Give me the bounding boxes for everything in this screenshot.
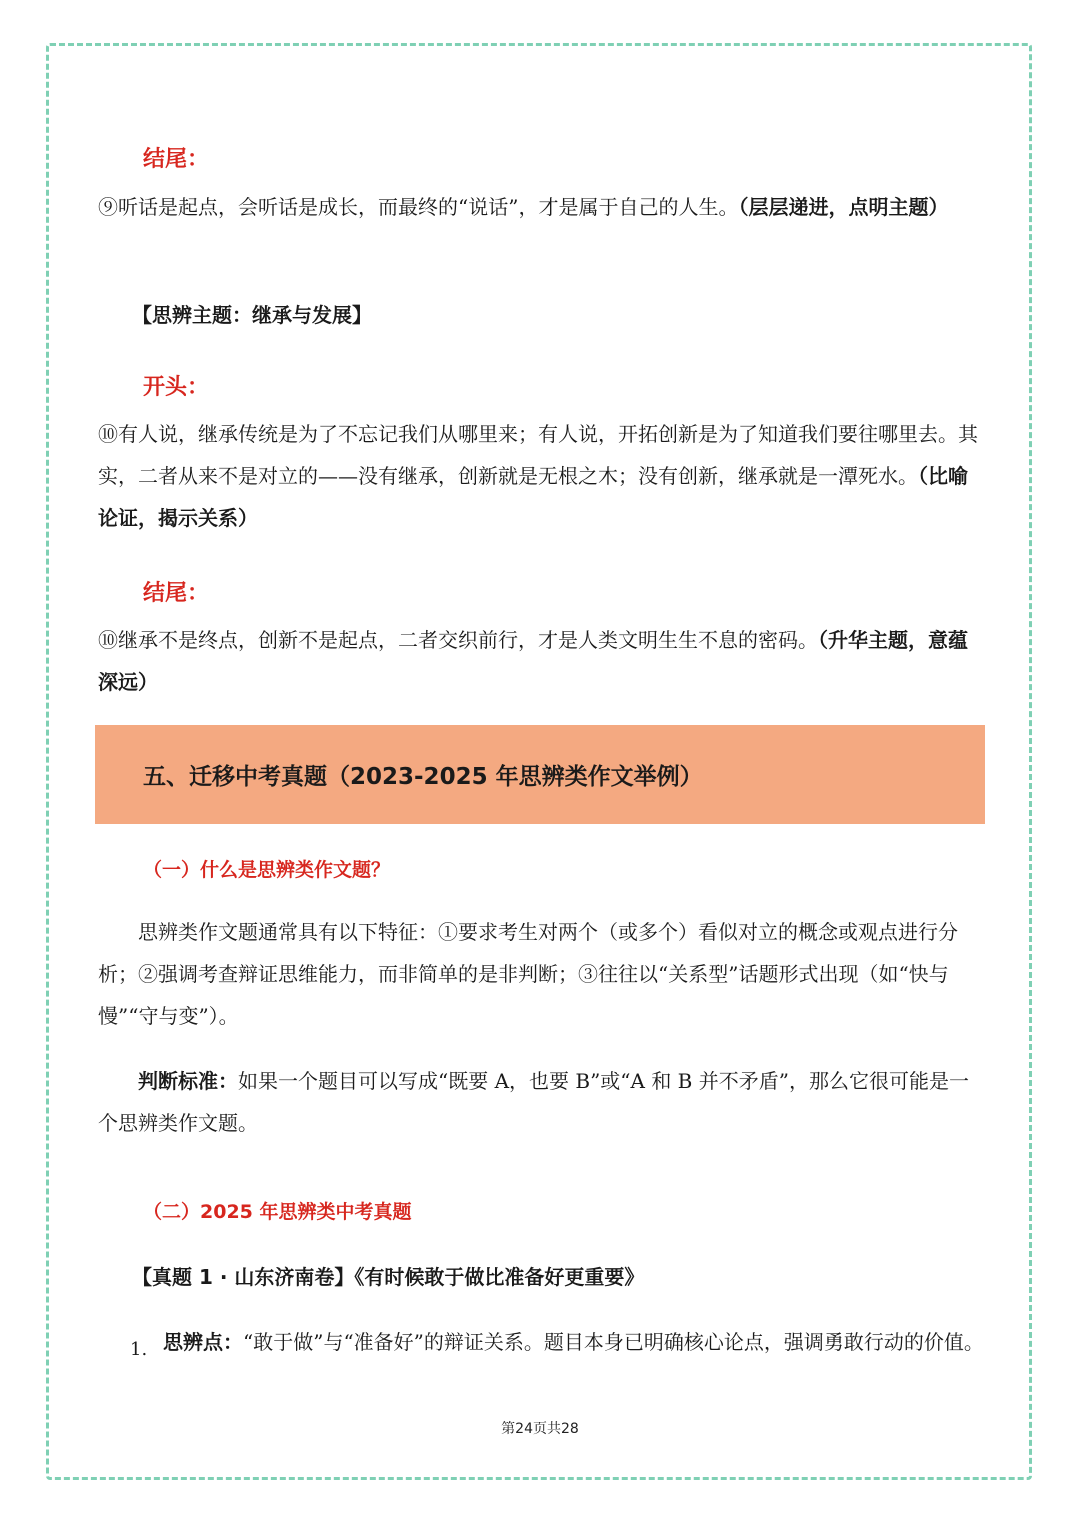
list-item	[163, 1321, 985, 1363]
item-text: “敢于做”与“准备好”的辩证关系。题目本身已明确核心论点，强调勇敢行动的价值。	[243, 1330, 984, 1354]
ending-1-paragraph	[98, 186, 984, 228]
ending-2-note: （升华主题，意蕴深远）	[98, 628, 968, 694]
opening-paragraph	[98, 413, 984, 539]
ending-2-paragraph	[98, 619, 984, 703]
opening-note: （比喻论证，揭示关系）	[98, 464, 968, 530]
banner-title: 五、迁移中考真题（2023-2025 年思辨类作文举例）	[143, 764, 703, 790]
sub1-paragraph: 思辨类作文题通常具有以下特征：①要求考生对两个（或多个）看似对立的概念或观点进行分析；②强调考查辩证思维能力，而非简单的是非判断；③往往以“关系型”话题形式出现（如“快与慢”“守与变”）。	[98, 920, 958, 1028]
opening-text: ⑩有人说，继承传统是为了不忘记我们从哪里来；有人说，开拓创新是为了知道我们要往哪里去。其实，二者从来不是对立的——没有继承，创新就是无根之木；没有创新，继承就是一潭死水。	[98, 422, 978, 488]
list-number: 1.	[130, 1339, 148, 1360]
criterion-label: 判断标准：	[138, 1069, 238, 1093]
ending-2-text: ⑩继承不是终点，创新不是起点，二者交织前行，才是人类文明生生不息的密码。	[98, 628, 818, 652]
item-label: 思辨点：	[163, 1330, 243, 1354]
heading-ending-2: 结尾：	[143, 581, 210, 606]
criterion-text: 如果一个题目可以写成“既要 A，也要 B”或“A 和 B 并不矛盾”，那么它很可能是一个思辨类作文题。	[98, 1069, 969, 1135]
heading-ending-1: 结尾：	[143, 147, 210, 172]
subheading-2: （二）2025 年思辨类中考真题	[143, 1201, 412, 1223]
ending-1-text: ⑨听话是起点，会听话是成长，而最终的“说话”，才是属于自己的人生。	[98, 195, 739, 219]
criterion-paragraph	[98, 1060, 984, 1144]
heading-opening: 开头：	[143, 375, 210, 400]
theme-title: 【思辨主题：继承与发展】	[132, 303, 372, 327]
ending-1-note: （层层递进，点明主题）	[738, 195, 949, 219]
page-footer: 第24页共28	[501, 1421, 579, 1437]
question-title: 【真题 1 · 山东济南卷】《有时候敢于做比准备好更重要》	[132, 1265, 645, 1289]
subheading-1: （一）什么是思辨类作文题？	[143, 859, 391, 881]
